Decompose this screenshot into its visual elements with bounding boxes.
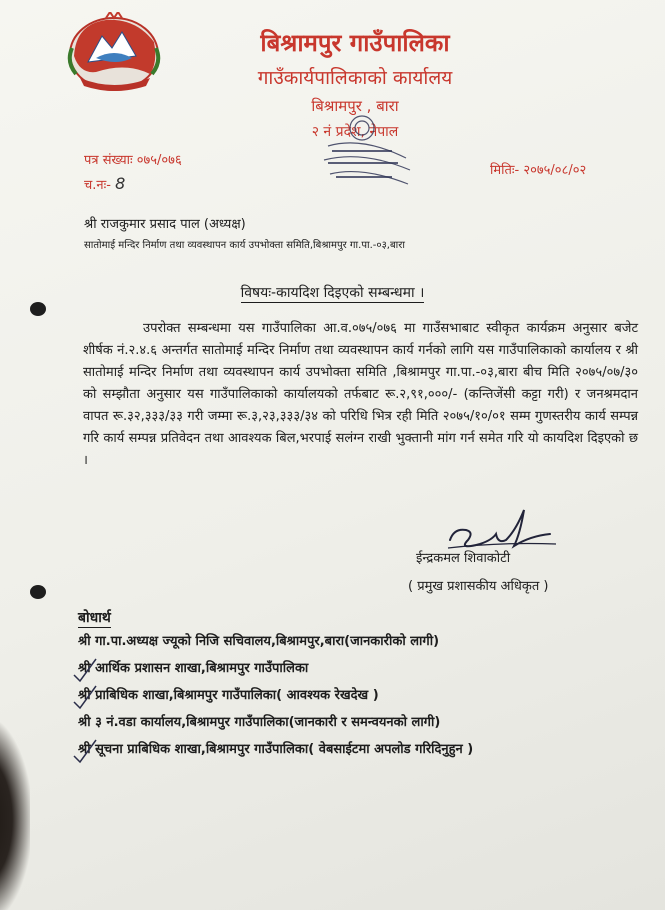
finger-shadow <box>0 720 30 910</box>
body-paragraph: उपरोक्त सम्बन्धमा यस गाउँपालिका आ.व.०७५/०७६ मा गाउँसभाबाट स्वीकृत कार्यक्रम अनुसार बजेट शीर्षक नं.२.४.६ अन्तर्गत सातोमाई मन्दिर निर्माण तथा व्यवस्थापन कार्य गर्नको लागि यस गाउँपालिकाको कार्यालय र श्री सातोमाई मन्दिर निर्माण तथा व्यवस्थापन कार्य उपभोक्ता समिति ,बिश्रामपुर गा.पा.-०३,बारा बीच मिति २०७५/०७/३० को सम्झौता अनुसार यस गाउँपालिकाको कार्यालयको तर्फबाट रू.२,९१,०००/- (कन्तिजेंसी कट्टा गरी) र जनश्रमदान वापत रू.३२,३३३/३३ गरी जम्मा रू.३,२३,३३३/३४ को परिधि भित्र रही मिति २०७५/१०/०१ सम्म गुणस्तरीय कार्य सम्पन्न गरि कार्य सम्पन्न प्रतिवेदन तथा आवश्यक बिल,भरपाई सलंग्न राखी भुक्तानी मांग गर्न समेत गरि यो कायदिश दिइएको छ । <box>83 321 638 468</box>
cc-heading: बोधार्थ <box>78 610 111 626</box>
pen-tick-icon <box>72 738 98 764</box>
cc-item-text: श्री प्राबिधिक शाखा,बिश्रामपुर गाउँपालिका( आवश्यक रेखदेख ) <box>78 688 379 703</box>
pen-tick-icon <box>72 684 98 710</box>
addressee-organization: सातोमाई मन्दिर निर्माण तथा व्यवस्थापन कार्य उपभोक्ता समिति,बिश्रामपुर गा.पा.-०३,बारा <box>84 240 405 251</box>
letter-number-value: ०७५/०७६ <box>136 153 182 168</box>
punch-hole-bottom <box>30 585 46 599</box>
cc-item-text: श्री आर्थिक प्रशासन शाखा,बिश्रामपुर गाउँपालिका <box>78 661 309 676</box>
nepal-emblem-icon <box>66 12 162 94</box>
letter-body <box>83 318 638 472</box>
cc-list <box>78 628 638 763</box>
signatory-title: ( प्रमुख प्रशासकीय अधिकृत ) <box>408 579 549 594</box>
cc-item <box>78 736 638 763</box>
letter-number-label: पत्र संख्याः <box>84 153 133 168</box>
letter-subject <box>0 283 665 302</box>
letter-date-value: २०७५/०८/०२ <box>523 163 587 178</box>
cc-item <box>78 655 638 682</box>
cc-item: श्री गा.पा.अध्यक्ष ज्यूको निजि सचिवालय,बिश्रामपुर,बारा(जानकारीको लागी) <box>78 634 440 649</box>
office-province: २ नं प्रदेश, नेपाल <box>311 124 399 140</box>
pen-tick-icon <box>72 657 98 683</box>
cc-item: श्री ३ नं.वडा कार्यालय,बिश्रामपुर गाउँपालिका(जानकारी र समन्वयनको लागी) <box>78 715 441 730</box>
cc-item-text: श्री सूचना प्राबिधिक शाखा,बिश्रामपुर गाउँपालिका( वेबसाईटमा अपलोड गरिदिनुहुन ) <box>78 742 474 757</box>
dispatch-number-value: 8 <box>115 174 126 193</box>
office-location: बिश्रामपुर , बारा <box>311 97 399 115</box>
municipality-name: बिश्रामपुर गाउँपालिका <box>260 29 450 57</box>
office-name: गाउँकार्यपालिकाको कार्यालय <box>257 67 453 89</box>
punch-hole-top <box>30 302 46 316</box>
office-stamp-icon <box>322 112 414 194</box>
dispatch-number <box>84 174 125 193</box>
letter-date <box>490 160 586 178</box>
signatory-name: ईन्द्रकमल शिवाकोटी <box>416 551 511 566</box>
letter-number <box>84 150 182 168</box>
dispatch-number-label: च.नः- <box>84 178 111 193</box>
letter-subject-text: विषयः-कायदिश दिइएको सम्बन्धमा । <box>240 285 425 301</box>
letter-date-label: मितिः- <box>490 163 520 178</box>
cc-item <box>78 682 638 709</box>
addressee-name: श्री राजकुमार प्रसाद पाल (अध्यक्ष) <box>84 217 246 232</box>
